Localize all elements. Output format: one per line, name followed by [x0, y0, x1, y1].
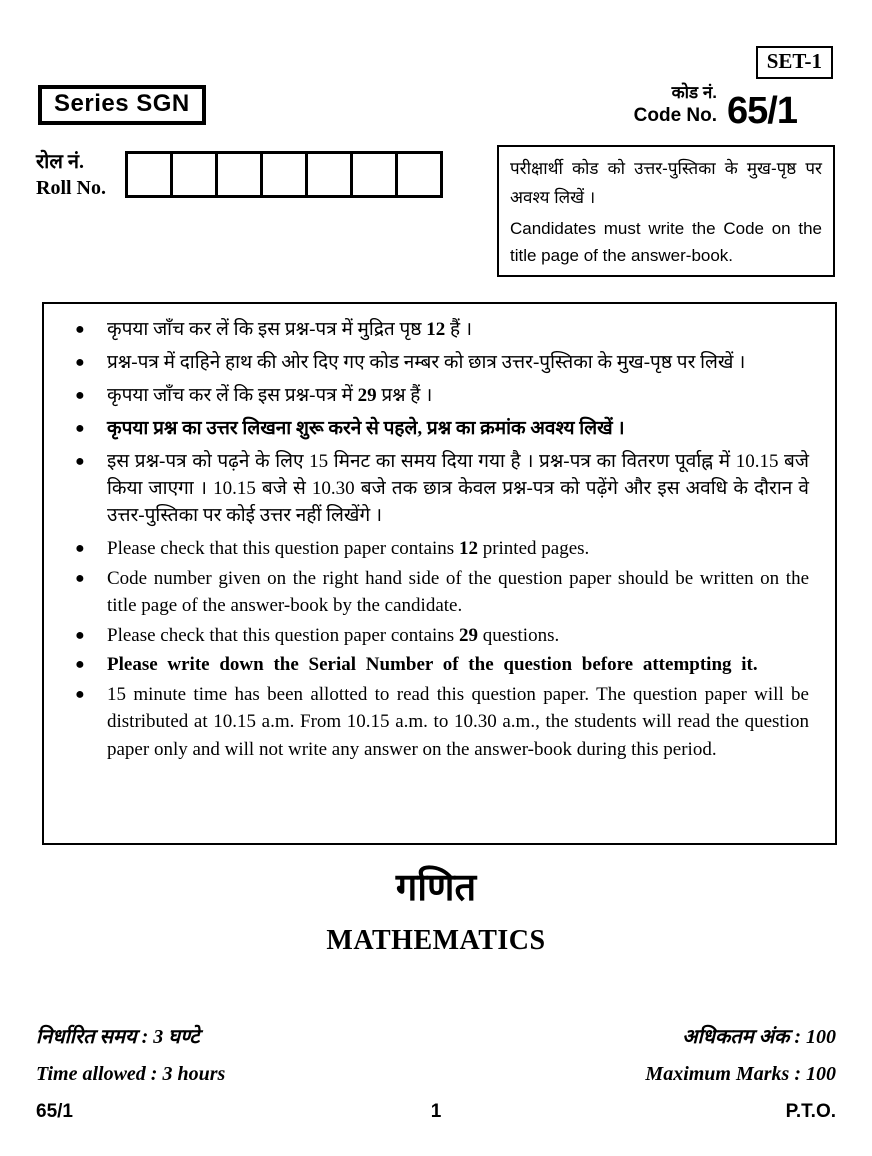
instruction-text: Please write down the Serial Number of the question before attempting it.	[107, 654, 758, 675]
meta-row-english	[36, 1063, 836, 1086]
roll-label-english: Roll No.	[36, 177, 106, 199]
footer-page-number: 1	[430, 1101, 442, 1122]
instruction-item	[70, 622, 809, 650]
code-label-english: Code No.	[633, 105, 718, 126]
instruction-list	[70, 316, 809, 763]
bullet-icon: ●	[75, 540, 85, 557]
instruction-text: कृपया प्रश्न का उत्तर लिखना शुरू करने से पहले, प्रश्न का क्रमांक अवश्य लिखें ।	[107, 418, 625, 439]
meta-row-hindi	[36, 1022, 836, 1049]
instruction-item	[70, 316, 809, 343]
instruction-text: Code number given on the right hand side of the question paper should be written on the title page of the answer-book by the candidate.	[107, 567, 809, 616]
instruction-item	[70, 681, 809, 764]
roll-digit-box	[305, 151, 353, 198]
instruction-text: Please check that this question paper contains 29 questions.	[107, 624, 560, 646]
footer-pto-label: P.T.O.	[785, 1101, 836, 1122]
roll-digit-box	[350, 151, 398, 198]
general-instructions-box	[42, 302, 837, 845]
subject-title-hindi: गणित	[395, 867, 477, 909]
instruction-item	[70, 565, 809, 620]
candidate-note-hindi: परीक्षार्थी कोड को उत्तर-पुस्तिका के मुख-पृष्ठ पर अवश्य लिखें ।	[510, 159, 822, 207]
bullet-icon: ●	[75, 569, 85, 587]
time-allowed-hindi: निर्धारित समय : 3 घण्टे	[36, 1026, 200, 1048]
page-footer	[36, 1101, 836, 1123]
roll-digit-box	[125, 151, 173, 198]
instruction-item	[70, 535, 809, 563]
set-badge: SET-1	[756, 46, 833, 79]
roll-label-hindi: रोल नं.	[36, 151, 85, 173]
code-number: 65/1	[727, 90, 797, 132]
series-badge: Series SGN	[38, 85, 206, 125]
candidate-note-english: Candidates must write the Code on the title page of the answer-book.	[510, 219, 822, 265]
roll-digit-box	[395, 151, 443, 198]
bullet-icon: ●	[75, 354, 85, 371]
bullet-icon: ●	[75, 321, 85, 338]
instruction-text: कृपया जाँच कर लें कि इस प्रश्न-पत्र में मुद्रित पृष्ठ 12 हैं ।	[107, 319, 473, 340]
bullet-icon: ●	[75, 387, 85, 404]
bullet-icon: ●	[75, 420, 85, 437]
instruction-text: प्रश्न-पत्र में दाहिने हाथ की ओर दिए गए कोड नम्बर को छात्र उत्तर-पुस्तिका के मुख-पृष्ठ पर लिखें ।	[107, 352, 746, 373]
candidate-note-box	[497, 145, 835, 277]
bullet-icon: ●	[75, 685, 85, 703]
code-label-hindi: कोड नं.	[671, 83, 718, 102]
code-labels	[634, 82, 717, 128]
instruction-text: इस प्रश्न-पत्र को पढ़ने के लिए 15 मिनट का समय दिया गया है । प्रश्न-पत्र का वितरण पूर्वाह्न में 10.15 बजे किया जाएगा । 10.15 बजे से 10.30 बजे तक छात्र केवल प्रश्न-पत्र को पढ़ेंगे और इस अवधि के दौरान वे उत्तर-पुस्तिका पर कोई उत्तर नहीं लिखेंगे ।	[107, 451, 809, 526]
instruction-text: Please check that this question paper contains 12 printed pages.	[107, 538, 590, 559]
instruction-item	[70, 651, 809, 679]
roll-digit-boxes	[125, 151, 443, 198]
max-marks-english: Maximum Marks : 100	[645, 1063, 836, 1085]
footer-paper-code: 65/1	[36, 1101, 73, 1122]
code-block	[633, 82, 797, 132]
bullet-icon: ●	[75, 626, 85, 644]
roll-number-block	[36, 148, 443, 201]
instruction-item	[70, 349, 809, 376]
instruction-item	[70, 415, 809, 442]
bullet-icon: ●	[75, 656, 85, 673]
instruction-text: 15 minute time has been allotted to read this question paper. The question paper will be distributed at 10.15 a.m. From 10.15 a.m. to 10.30 a.m., the students will read the question paper only and will not write any answer on the answer-book during this period.	[107, 683, 809, 760]
bullet-icon: ●	[75, 453, 85, 470]
roll-labels	[36, 148, 125, 201]
roll-digit-box	[215, 151, 263, 198]
instruction-item	[70, 448, 809, 529]
instruction-text: कृपया जाँच कर लें कि इस प्रश्न-पत्र में 29 प्रश्न हैं ।	[107, 385, 433, 406]
roll-digit-box	[170, 151, 218, 198]
subject-title-english: MATHEMATICS	[326, 925, 546, 956]
instruction-item	[70, 382, 809, 409]
roll-digit-box	[260, 151, 308, 198]
time-allowed-english: Time allowed : 3 hours	[36, 1063, 226, 1085]
max-marks-hindi: अधिकतम अंक : 100	[682, 1026, 836, 1048]
